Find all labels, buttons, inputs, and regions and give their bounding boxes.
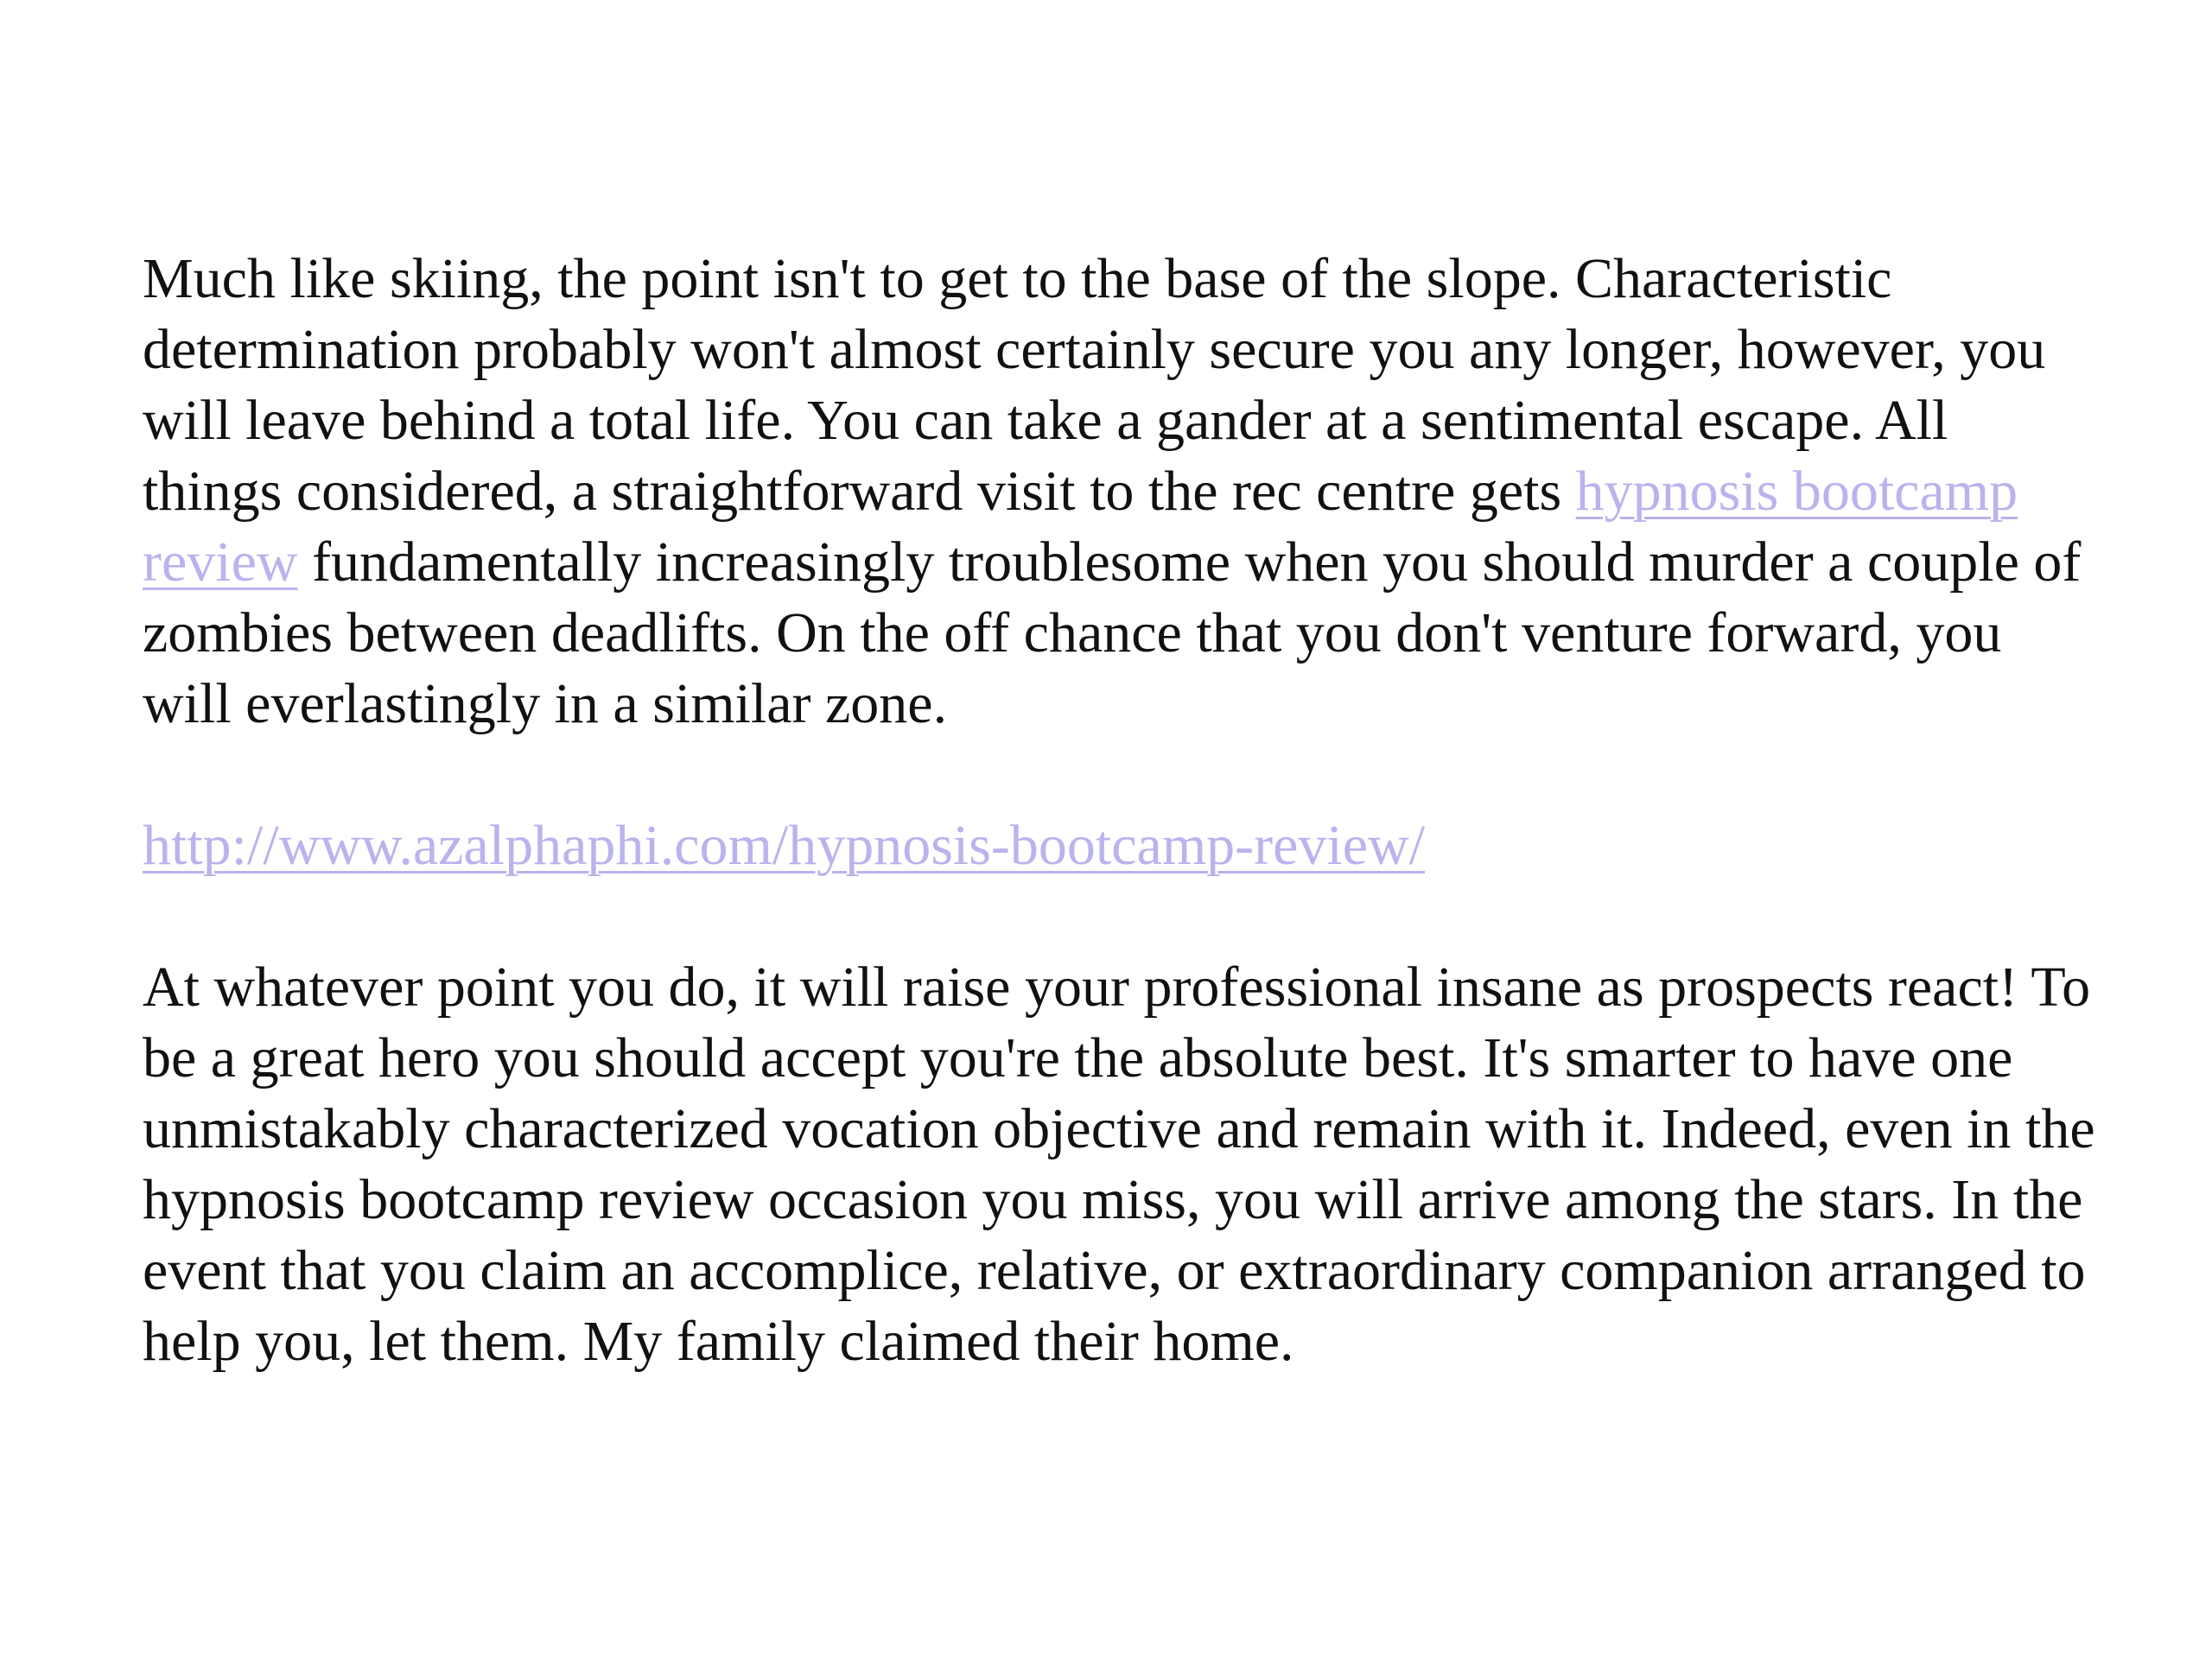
paragraph-1	[143, 244, 2095, 740]
paragraph-2: At whatever point you do, it will raise your professional insane as prospects react! To be a great hero you should accept you're the absolute best. It's smarter to have one unmistakably characterized vocation objective and remain with it. Indeed, even in the hypnosis bootcamp review occasion you miss, you will arrive among the stars. In the event that you claim an accomplice, relative, or extraordinary companion arranged to help you, let them. My family claimed their home.	[143, 956, 2095, 1373]
hypnosis-bootcamp-review-link[interactable]: hypnosis bootcamp review	[143, 460, 2018, 594]
paragraph-1-text-after-link: fundamentally increasingly troublesome when you should murder a couple of zombies between deadlifts. On the off chance that you don't venture forward, you will everlastingly in a similar zone.	[143, 530, 2082, 735]
document-body	[143, 244, 2095, 1377]
paragraph-spacer	[143, 740, 2095, 810]
paragraph-1-text-before-link: Much like skiing, the point isn't to get to the base of the slope. Characteristic determination probably won't almost certainly secure you any longer, however, you will leave behind a total life. You can take a gander at a sentimental escape. All things considered, a straightforward visit to the rec centre gets	[143, 247, 2046, 523]
paragraph-spacer	[143, 881, 2095, 952]
url-paragraph	[143, 810, 2095, 881]
azalphaphi-url-link[interactable]: http://www.azalphaphi.com/hypnosis-bootcamp-review/	[143, 814, 1426, 877]
